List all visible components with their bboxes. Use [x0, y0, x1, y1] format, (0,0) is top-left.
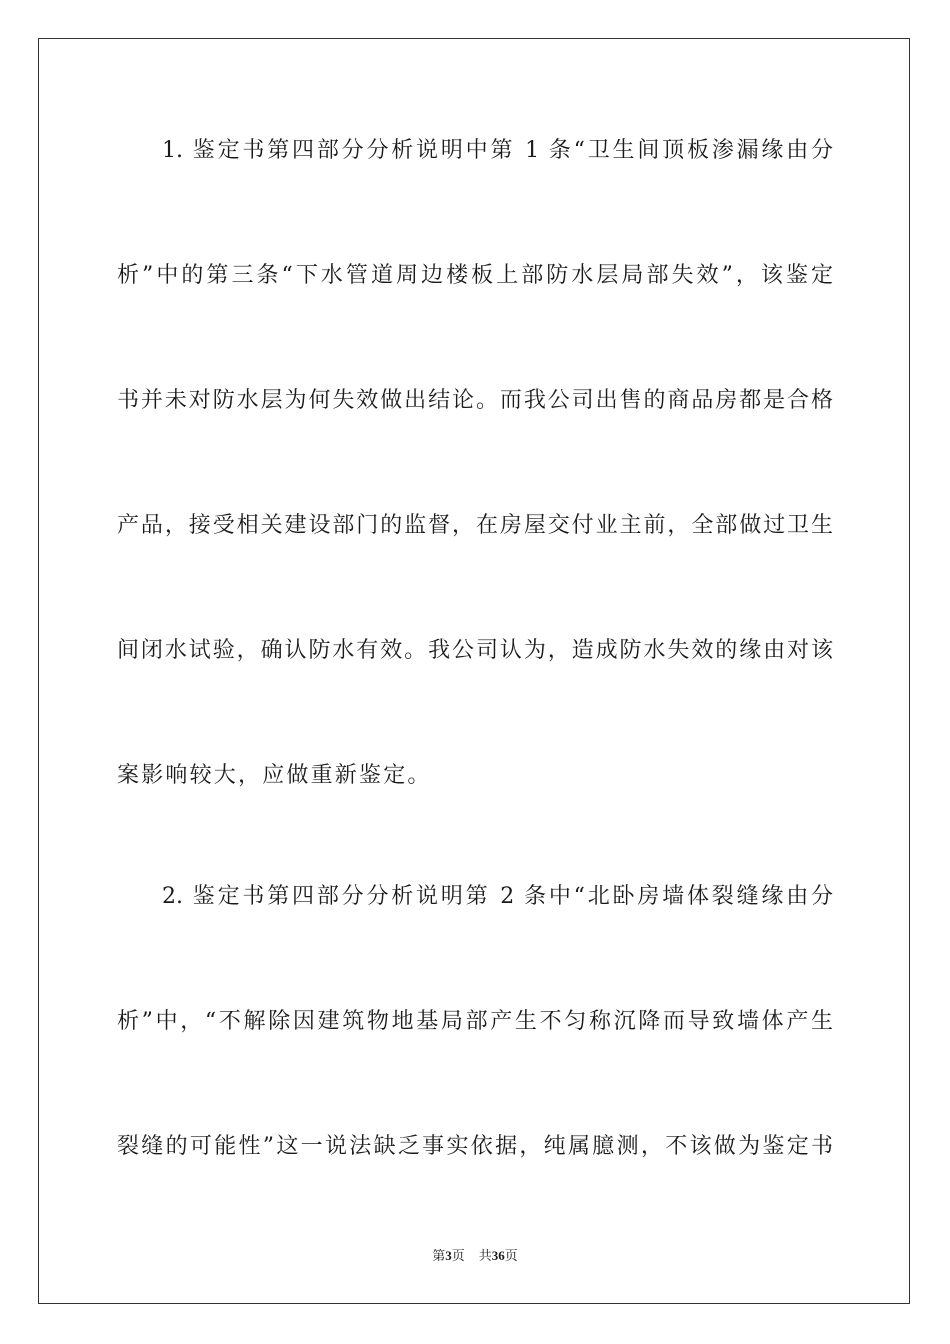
paragraph-2-line-2: 析”中，“不解除因建筑物地基局部产生不匀称沉降而导致墙体产生: [117, 1009, 833, 1034]
paragraph-2-line-1: 2. 鉴定书第四部分分析说明第 2 条中“北卧房墙体裂缝缘由分: [162, 884, 833, 909]
footer-total-suffix: 页: [504, 1249, 518, 1264]
footer-total-number: 36: [491, 1248, 505, 1263]
footer-page-prefix: 第: [432, 1249, 446, 1264]
paragraph-2-line-3: 裂缝的可能性”这一说法缺乏事实依据，纯属臆测，不该做为鉴定书: [117, 1134, 833, 1159]
paragraph-1-line-6: 案影响较大，应做重新鉴定。: [117, 763, 432, 788]
footer-total-prefix: 共: [478, 1249, 492, 1264]
paragraph-1-line-2: 析”中的第三条“下水管道周边楼板上部防水层局部失效”，该鉴定: [117, 263, 833, 288]
paragraph-1-line-3: 书并未对防水层为何失效做出结论。而我公司出售的商品房都是合格: [117, 388, 833, 413]
footer-page-suffix: 页: [451, 1249, 465, 1264]
paragraph-1-line-5: 间闭水试验，确认防水有效。我公司认为，造成防水失效的缘由对该: [117, 638, 833, 663]
page-border: [38, 38, 910, 1304]
paragraph-1-line-4: 产品，接受相关建设部门的监督，在房屋交付业主前，全部做过卫生: [117, 513, 833, 538]
page-footer: [0, 1247, 950, 1266]
paragraph-1-line-1: 1. 鉴定书第四部分分析说明中第 1 条“卫生间顶板渗漏缘由分: [162, 138, 833, 163]
footer-page-number: 3: [445, 1248, 452, 1263]
